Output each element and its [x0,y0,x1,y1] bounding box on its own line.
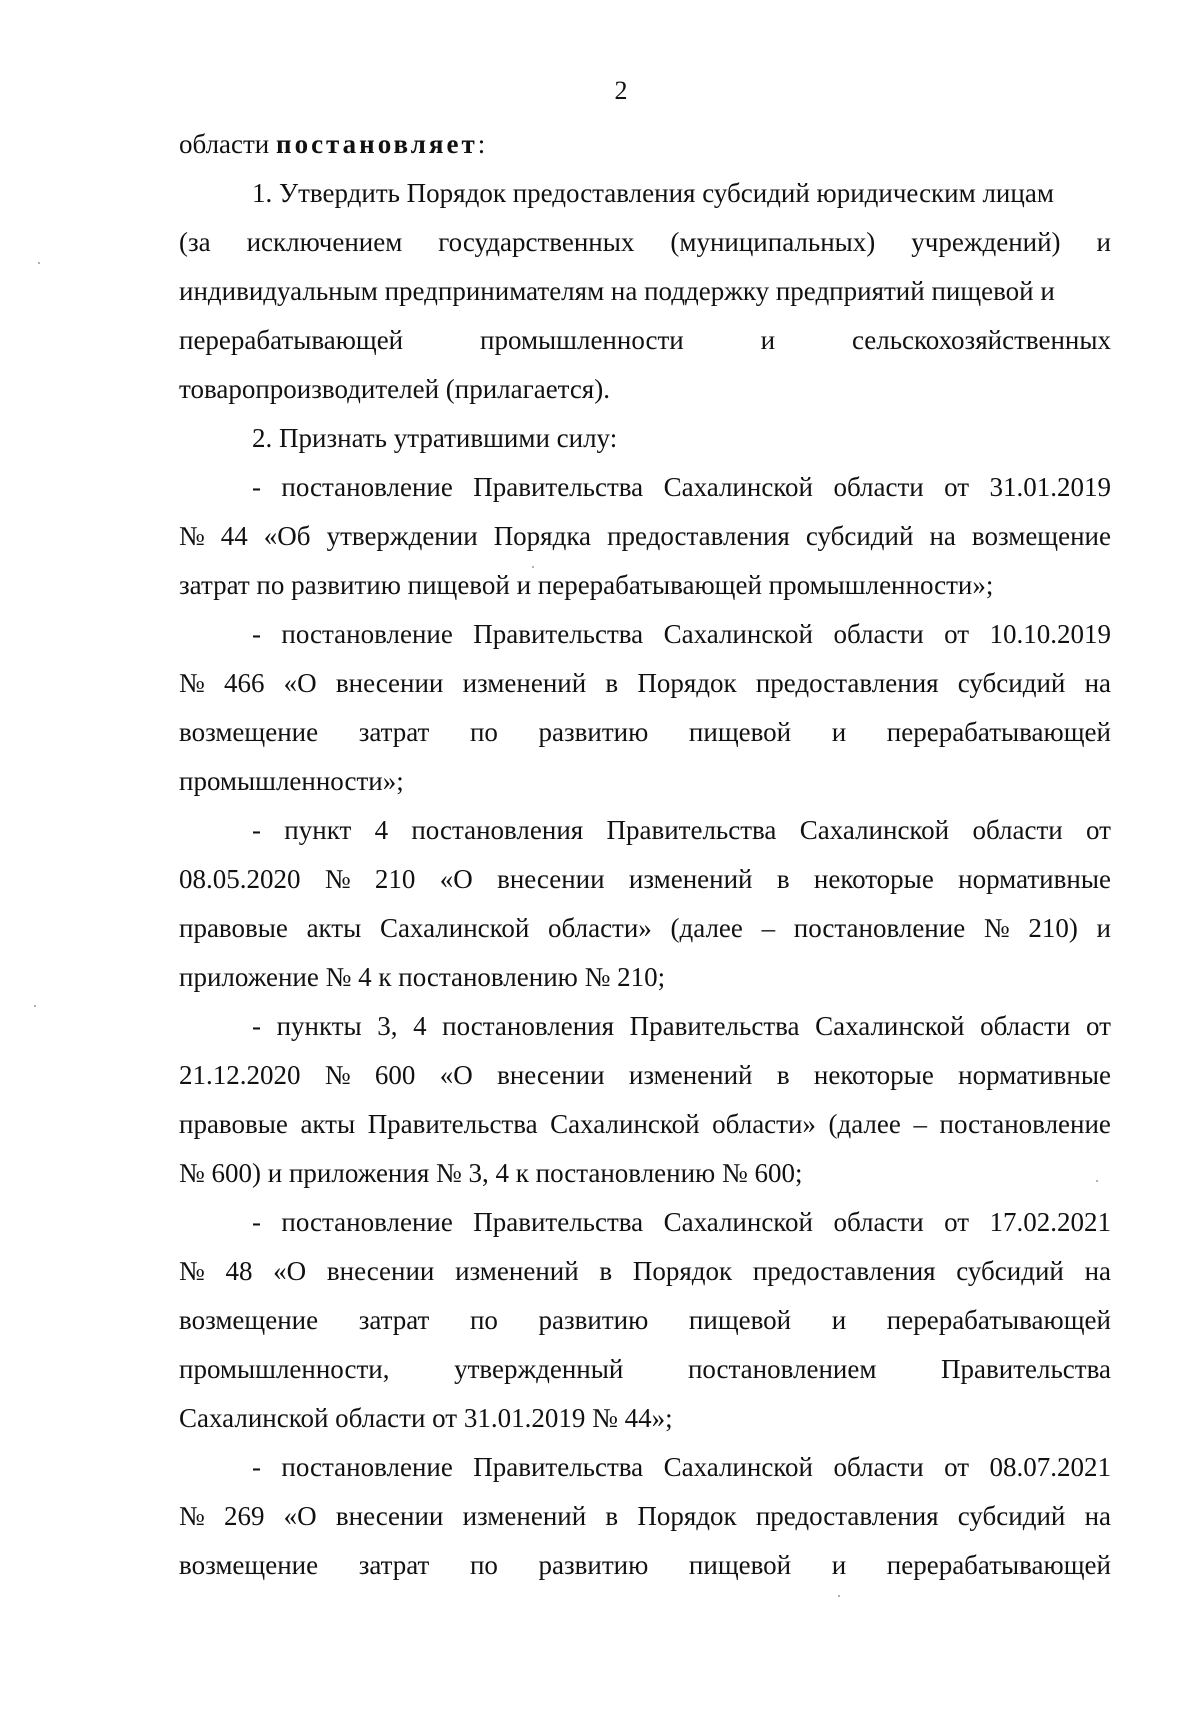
word: 17.02.2021 [989,1207,1111,1237]
word: на [1084,1501,1111,1531]
word: субсидий [957,1501,1066,1531]
word: 31.01.2019 [989,472,1111,502]
word: перерабатывающей [886,1305,1111,1335]
word: перерабатывающей [179,325,404,355]
word: предоставления [752,1256,936,1286]
word: - [252,619,261,649]
word: постановления [411,815,584,845]
scan-speck [532,566,534,568]
repeal-2-line2 [179,659,1111,708]
word: № [179,521,205,551]
word: 210 [374,864,416,894]
word: предоставления [607,521,790,551]
word: пункт [284,815,352,845]
word: Порядок [632,1256,733,1286]
word: правовые [179,1109,288,1139]
word: изменений [628,864,753,894]
repeal-1-line1 [179,463,1111,512]
repeal-3-line3 [179,904,1111,953]
word: развитию [538,717,649,747]
word: Сахалинской [550,1109,700,1139]
word: правовые [179,913,288,943]
word: перерабатывающей [886,717,1111,747]
word: постановлением [687,1354,877,1384]
item2-heading: 2. Признать утратившими силу: [252,423,618,453]
word: и [831,717,847,747]
repeal-5-line5: Сахалинской области от 31.01.2019 № 44»; [179,1403,673,1433]
word: 48 [225,1256,253,1286]
word: Сахалинской [663,619,814,649]
item1-line5: товаропроизводителей (прилагается). [179,374,610,404]
repeal-2-line4: промышленности»; [179,766,404,796]
word: 466 [223,668,265,698]
word: 4 [413,1011,427,1041]
item1-line3: индивидуальным предпринимателям на поддержку предприятий пищевой и [179,276,1055,306]
word: 600 [374,1060,416,1090]
word: 210) [1028,913,1078,943]
word: и [831,1305,847,1335]
word: предоставления [755,668,939,698]
word: внесении [497,1060,605,1090]
word: Правительства [367,1109,538,1139]
word: 08.05.2020 [179,864,301,894]
word: изменений [628,1060,753,1090]
word: постановление [281,1452,453,1482]
word: в [605,668,619,698]
word: 4 [374,815,389,845]
word: Сахалинской [379,913,530,943]
word: области [972,815,1063,845]
word: - [252,815,261,845]
word: № [179,668,205,698]
document-body [179,120,1111,1590]
word: в [605,1501,619,1531]
word: развитию [538,1550,649,1580]
repeal-2-line3 [179,708,1111,757]
word: от [944,619,970,649]
word: в [776,864,790,894]
word: предоставления [755,1501,939,1531]
word: 21.12.2020 [179,1060,301,1090]
decree-verb: постановляет [276,129,478,159]
word: «О [283,1501,317,1531]
word: 3, [377,1011,398,1041]
repeal-5-line3 [179,1296,1111,1345]
word: от [944,1207,970,1237]
word: субсидий [956,1256,1064,1286]
word: (муниципальных) [670,227,876,257]
repeal-4-line2 [179,1051,1111,1100]
repeal-4-line1 [179,1002,1111,1051]
word: – [761,913,776,943]
repeal-3-line2 [179,855,1111,904]
word: (далее [670,913,743,943]
word: № [179,1501,205,1531]
word: Правительства [629,1011,800,1041]
word: затрат [358,1305,430,1335]
word: № [324,864,351,894]
page-number: 2 [614,76,628,105]
word: в [776,1060,790,1090]
word: - [252,1207,261,1237]
word: нормативные [958,1060,1111,1090]
word: Сахалинской [815,1011,965,1041]
word: утверждении [326,521,478,551]
repeal-5-line1 [179,1198,1111,1247]
word: учреждений) [911,227,1061,257]
word: пищевой [688,1305,792,1335]
word: области [980,1011,1071,1041]
word: – [913,1109,927,1139]
word: от [944,472,970,502]
word: и [1096,913,1111,943]
word: «О [273,1256,307,1286]
word: 44 [220,521,248,551]
word: от [944,1452,970,1482]
word: пищевой [688,1550,792,1580]
word: возмещение [179,1550,319,1580]
word: Сахалинской [663,1207,814,1237]
word: постановление [281,1207,453,1237]
word: Правительства [473,472,644,502]
word: пункты [276,1011,362,1041]
word: Порядка [493,521,592,551]
word: по [469,1305,498,1335]
word: «О [283,668,317,698]
word: (далее [828,1109,901,1139]
repeal-4-line4: № 600) и приложения № 3, 4 к постановлению № 600; [179,1158,803,1188]
word: постановление [281,619,453,649]
repeal-5-line4 [179,1345,1111,1394]
word: и [831,1550,847,1580]
word: промышленности [480,325,684,355]
word: - [252,472,261,502]
scan-speck [1096,1180,1098,1182]
word: 08.07.2021 [989,1452,1111,1482]
word: № [179,1256,205,1286]
repeal-6-line1 [179,1443,1111,1492]
word: утвержденный [454,1354,624,1384]
word: перерабатывающей [886,1550,1111,1580]
word: Правительства [606,815,777,845]
word: затрат [358,717,430,747]
item1-line1: 1. Утвердить Порядок предоставления субсидий юридическим лицам [252,178,1054,208]
word: Правительства [473,619,644,649]
word: Правительства [941,1354,1111,1384]
word: акты [306,913,362,943]
item1-line4 [179,316,1111,365]
scan-speck [34,1005,36,1007]
word: «О [439,1060,473,1090]
word: «Об [263,521,311,551]
repeal-1-line3: затрат по развитию пищевой и перерабатывающей промышленности»; [179,570,994,600]
word: постановление [939,1109,1111,1139]
word: на [929,521,956,551]
word: от [1085,1011,1111,1041]
word: (за [179,227,211,257]
word: субсидий [805,521,914,551]
word: в [599,1256,613,1286]
word: возмещение [179,1305,319,1335]
word: постановление [281,472,453,502]
word: и [760,325,776,355]
word: акты [300,1109,356,1139]
word: и [1096,227,1111,257]
word: области» [712,1109,816,1139]
word: Правительства [473,1207,644,1237]
intro-colon: : [477,129,486,159]
intro-text: области [179,129,277,159]
word: постановления [442,1011,615,1041]
word: - [252,1452,261,1482]
word: изменений [462,1501,587,1531]
word: изменений [462,668,587,698]
repeal-3-line1 [179,806,1111,855]
repeal-3-line4: приложение № 4 к постановлению № 210; [179,962,666,992]
word: сельскохозяйственных [851,325,1111,355]
word: некоторые [813,1060,934,1090]
word: государственных [438,227,635,257]
word: исключением [246,227,403,257]
word: Правительства [473,1452,644,1482]
word: Порядок [637,668,737,698]
item1-line2 [179,218,1111,267]
intro-line [179,120,1111,169]
word: от [1086,815,1111,845]
word: на [1084,668,1111,698]
word: Сахалинской [663,472,814,502]
word: нормативные [958,864,1111,894]
word: - [252,1011,261,1041]
word: 10.10.2019 [989,619,1111,649]
word: области [833,472,924,502]
repeal-6-line2 [179,1492,1111,1541]
repeal-1-line2 [179,512,1111,561]
word: Сахалинской [663,1452,814,1482]
word: внесении [326,1256,435,1286]
word: по [469,717,498,747]
word: Порядок [637,1501,737,1531]
word: возмещение [971,521,1111,551]
word: по [469,1550,498,1580]
word: 269 [223,1501,265,1531]
repeal-2-line1 [179,610,1111,659]
word: области [833,619,924,649]
word: постановление [793,913,966,943]
word: внесении [335,668,444,698]
scan-speck [838,1595,840,1597]
word: затрат [358,1550,430,1580]
word: субсидий [957,668,1066,698]
word: области [833,1207,924,1237]
word: области» [548,913,652,943]
word: возмещение [179,717,319,747]
word: пищевой [688,717,792,747]
word: № [324,1060,351,1090]
repeal-4-line3 [179,1100,1111,1149]
word: внесении [497,864,605,894]
word: изменений [455,1256,579,1286]
word: № [983,913,1010,943]
word: области [833,1452,924,1482]
repeal-6-line3 [179,1541,1111,1590]
word: развитию [538,1305,649,1335]
word: на [1084,1256,1111,1286]
scan-speck [38,262,40,264]
repeal-5-line2 [179,1247,1111,1296]
word: промышленности, [179,1354,390,1384]
word: Сахалинской [799,815,950,845]
word: внесении [335,1501,444,1531]
word: «О [439,864,473,894]
word: некоторые [813,864,934,894]
